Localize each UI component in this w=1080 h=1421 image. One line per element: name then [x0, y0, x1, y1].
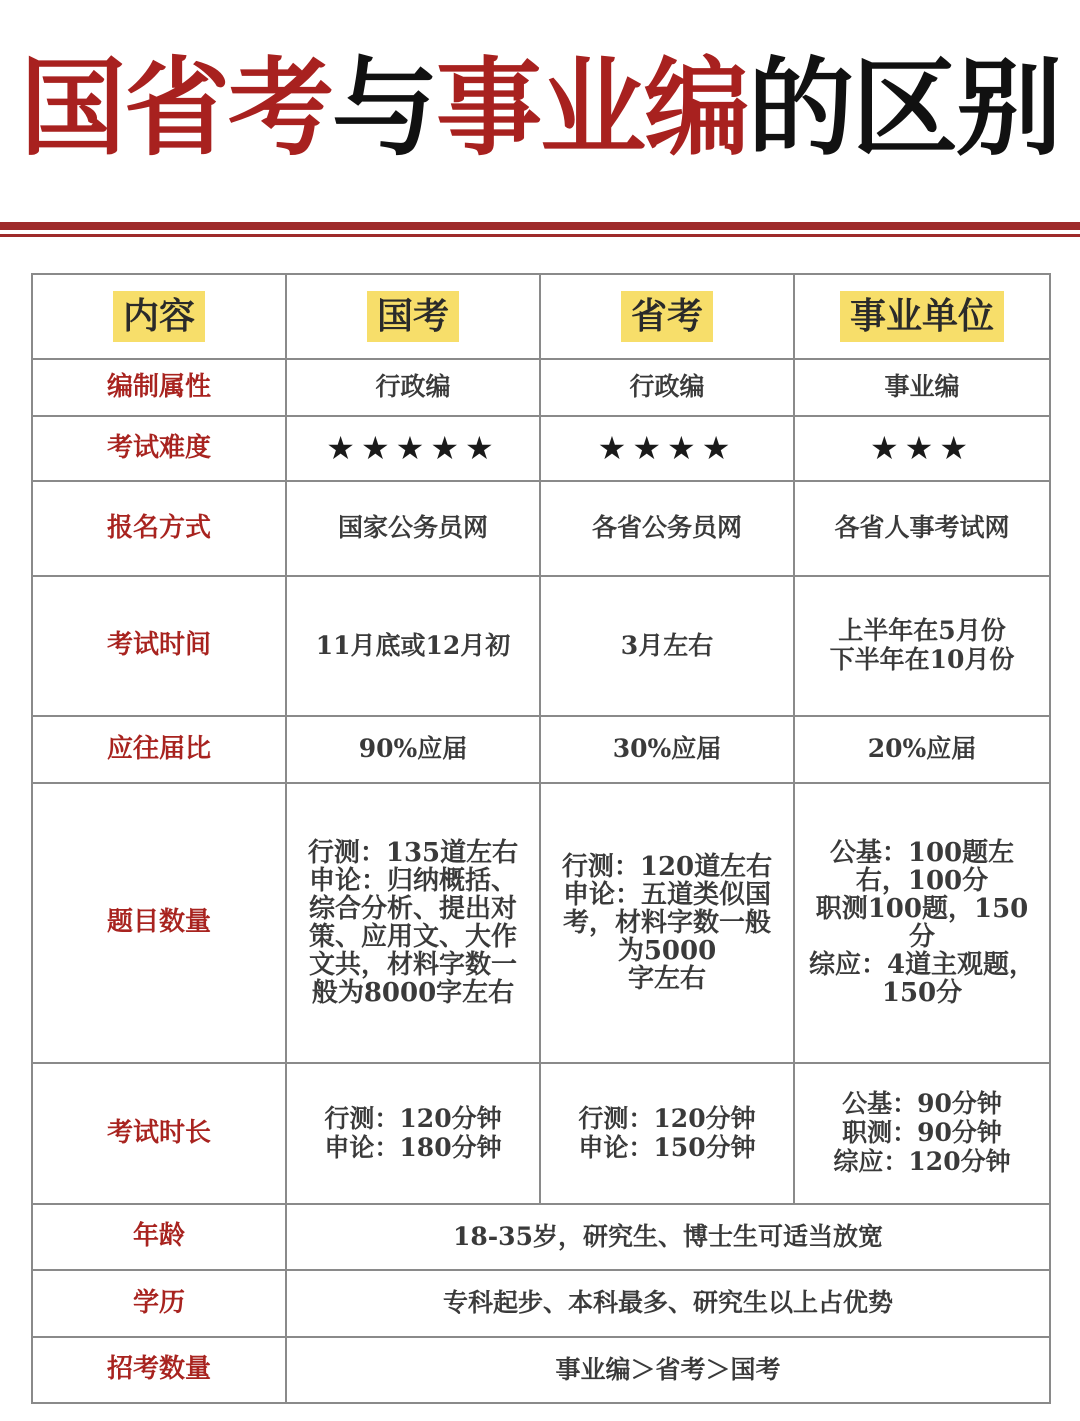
table-row	[32, 359, 1050, 416]
text-line: 右，100分	[855, 865, 989, 896]
table-row	[32, 716, 1050, 783]
text-line: 考，材料字数一般	[562, 907, 771, 938]
cell-baoming-shiye: 各省人事考试网	[794, 481, 1050, 576]
cell-shijian-shengkao: 3月左右	[540, 576, 794, 716]
cell-timu-shengkao	[540, 783, 794, 1063]
cell-shichang-guokao	[286, 1063, 540, 1204]
text-line: 职测100题，150	[815, 893, 1029, 924]
star-rating: ★★★★★	[326, 429, 500, 468]
row-label-baoming: 报名方式	[32, 481, 286, 576]
cell-nianling-value: 18-35岁，研究生、博士生可适当放宽	[286, 1204, 1050, 1270]
text-line: 行测：120分钟	[324, 1103, 502, 1133]
row-label-shijian: 考试时间	[32, 576, 286, 716]
row-label-zhaokao: 招考数量	[32, 1337, 286, 1403]
cell-timu-guokao	[286, 783, 540, 1063]
dense-text-block	[562, 853, 772, 993]
table-row	[32, 1063, 1050, 1204]
page-title	[0, 38, 1080, 178]
cell-nandu-guokao	[286, 416, 540, 481]
table-row	[32, 1270, 1050, 1337]
text-line: 字左右	[627, 963, 706, 994]
text-line: 般为8000字左右	[311, 977, 515, 1008]
line-shiye-second-half: 下半年在10月份	[829, 645, 1015, 674]
star-rating: ★★★★	[597, 429, 737, 468]
cell-bianzhi-guokao: 行政编	[286, 359, 540, 416]
text-line: 申论：五道类似国	[562, 879, 771, 910]
text-line: 行测：120分钟	[578, 1103, 756, 1133]
comparison-table	[31, 273, 1051, 1404]
table-row	[32, 1204, 1050, 1270]
text-line: 综应：4道主观题，	[808, 949, 1036, 980]
table-row	[32, 783, 1050, 1063]
text-line: 公基：90分钟	[842, 1089, 1002, 1119]
cell-baoming-guokao: 国家公务员网	[286, 481, 540, 576]
text-line: 综合分析、提出对	[308, 893, 517, 924]
table-row	[32, 1337, 1050, 1403]
header-cell-guokao: 国考	[286, 274, 540, 359]
table-row	[32, 416, 1050, 481]
title-part-guoshengkao: 国省考	[20, 45, 332, 170]
header-cell-shiye: 事业单位	[794, 274, 1050, 359]
row-label-timu: 题目数量	[32, 783, 286, 1063]
cell-bianzhi-shengkao: 行政编	[540, 359, 794, 416]
header-cell-shengkao: 省考	[540, 274, 794, 359]
star-rating: ★★★	[869, 429, 975, 468]
text-line: 行测：135道左右	[307, 837, 519, 868]
cell-shijian-guokao: 11月底或12月初	[286, 576, 540, 716]
cell-zhaokao-value: 事业编＞省考＞国考	[286, 1337, 1050, 1403]
cell-yingwang-shiye: 20%应届	[794, 716, 1050, 783]
table-header-row	[32, 274, 1050, 359]
text-line: 文共，材料字数一	[308, 949, 517, 980]
cell-nandu-shengkao	[540, 416, 794, 481]
table-row	[32, 481, 1050, 576]
row-label-nandu: 考试难度	[32, 416, 286, 481]
cell-timu-shiye	[794, 783, 1050, 1063]
cell-xueli-value: 专科起步、本科最多、研究生以上占优势	[286, 1270, 1050, 1337]
cell-baoming-shengkao: 各省公务员网	[540, 481, 794, 576]
text-line: 申论：150分钟	[578, 1132, 756, 1162]
cell-nandu-shiye	[794, 416, 1050, 481]
divider-thick	[0, 222, 1080, 230]
text-line: 行测：120道左右	[561, 851, 773, 882]
dense-text-block	[308, 839, 518, 1007]
cell-shichang-shiye	[794, 1063, 1050, 1204]
cell-shichang-shengkao	[540, 1063, 794, 1204]
text-line: 150分	[881, 977, 963, 1008]
row-label-nianling: 年龄	[32, 1204, 286, 1270]
text-line: 分	[908, 921, 935, 952]
title-part-yu: 与	[332, 45, 436, 170]
row-label-bianzhi: 编制属性	[32, 359, 286, 416]
text-line: 公基：100题左	[829, 837, 1015, 868]
text-line: 申论：180分钟	[324, 1132, 502, 1162]
text-line: 职测：90分钟	[842, 1118, 1002, 1148]
title-part-dequbie: 的区别	[748, 45, 1060, 170]
line-shiye-first-half: 上半年在5月份	[838, 616, 1006, 646]
text-line: 策、应用文、大作	[308, 921, 517, 952]
divider-thin	[0, 234, 1080, 237]
text-line: 为5000	[617, 935, 717, 966]
text-line: 综应：120分钟	[833, 1146, 1011, 1176]
table-row	[32, 576, 1050, 716]
row-label-yingwang: 应往届比	[32, 716, 286, 783]
row-label-xueli: 学历	[32, 1270, 286, 1337]
dense-text-block	[809, 839, 1035, 1007]
title-part-shiyebian: 事业编	[436, 45, 748, 170]
cell-bianzhi-shiye: 事业编	[794, 359, 1050, 416]
row-label-shichang: 考试时长	[32, 1063, 286, 1204]
text-line: 申论：归纳概括、	[308, 865, 517, 896]
cell-yingwang-shengkao: 30%应届	[540, 716, 794, 783]
cell-yingwang-guokao: 90%应届	[286, 716, 540, 783]
cell-shijian-shiye	[794, 576, 1050, 716]
header-cell-content: 内容	[32, 274, 286, 359]
